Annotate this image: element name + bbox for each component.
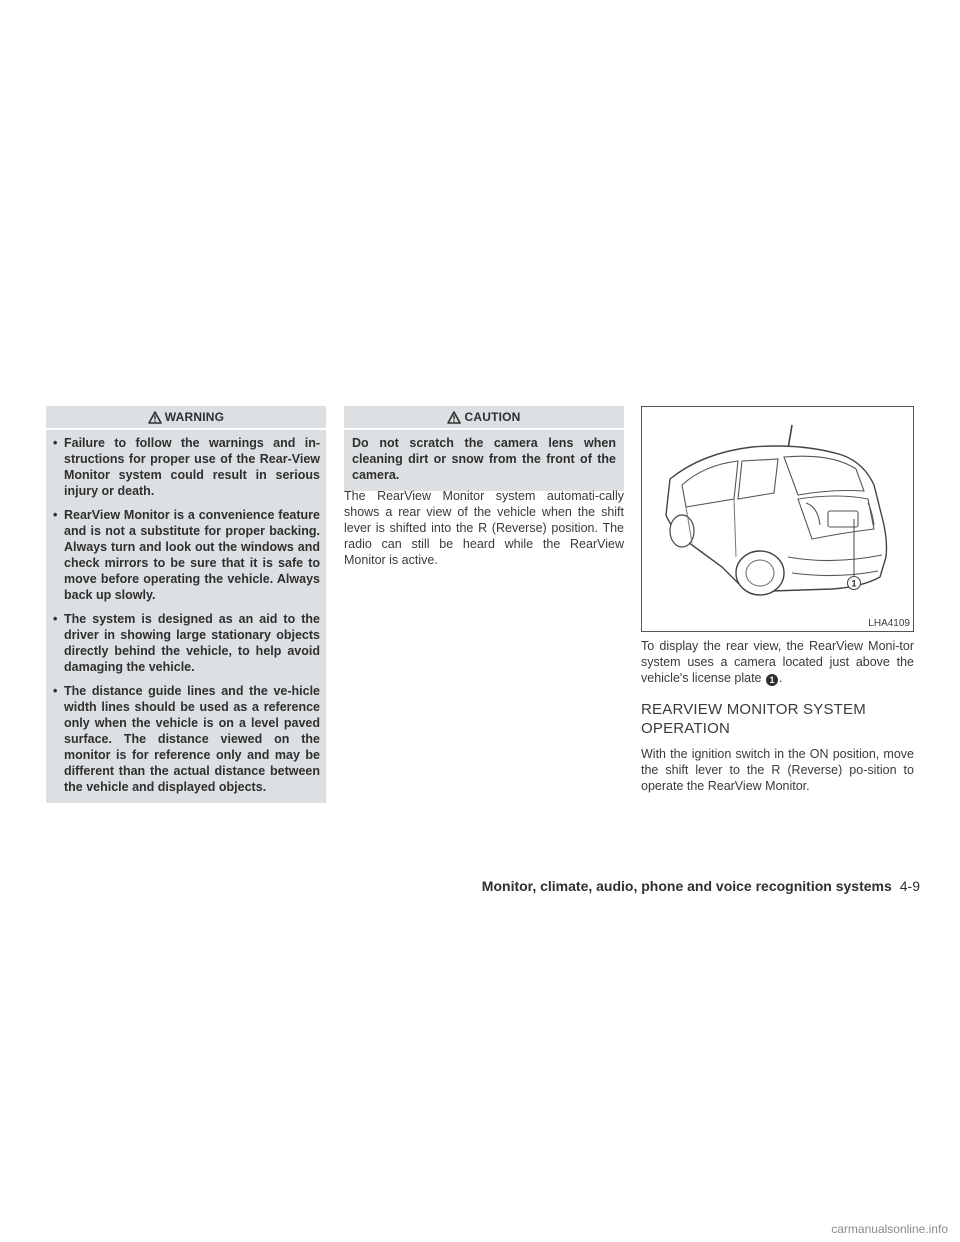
list-item: • The distance guide lines and the ve-hicle width lines should be used as a reference only when the vehicle is on a level paved surface. The distance viewed on the monitor is for reference only and may be different than the actual distance between the vehicle and displayed objects. — [52, 683, 320, 795]
figure-code: LHA4109 — [868, 618, 910, 629]
body-text-end: . — [779, 671, 783, 685]
body-text: To display the rear view, the RearView Moni-tor system uses a camera located just above the vehicle's license plate — [641, 639, 914, 685]
body-paragraph: The RearView Monitor system automati-cally shows a rear view of the vehicle when the shift lever is shifted into the R (Reverse) position. The radio can still be heard while the RearView Monitor is active. — [344, 489, 624, 567]
caution-box — [344, 406, 624, 491]
inline-callout: 1 — [766, 674, 778, 686]
warning-header — [46, 406, 326, 430]
list-item: • RearView Monitor is a convenience feature and is not a substitute for proper backing. Always turn and look out the windows and check mirrors to be sure that it is safe to move before operating the vehicle. Always back up slowly. — [52, 507, 320, 603]
section-heading — [641, 700, 914, 738]
page-footer — [482, 878, 920, 894]
chapter-title: Monitor, climate, audio, phone and voice recognition systems — [481, 878, 892, 894]
figure-callout: 1 — [851, 578, 857, 589]
body-paragraph — [641, 638, 914, 686]
warning-title: WARNING — [164, 410, 225, 424]
warning-icon — [447, 411, 461, 424]
vehicle-rear-illustration — [642, 407, 913, 631]
caution-title: CAUTION — [464, 410, 521, 424]
watermark: carmanualsonline.info — [831, 1222, 948, 1236]
warning-list — [46, 430, 326, 803]
section-heading-line2: OPERATION — [641, 720, 731, 737]
section-heading-line1: REARVIEW MONITOR SYSTEM — [641, 701, 866, 718]
warning-box — [46, 406, 326, 803]
page-number: 4-9 — [899, 878, 920, 894]
caution-text: Do not scratch the camera lens when cleaning dirt or snow from the front of the camera. — [352, 436, 616, 482]
vehicle-rear-figure — [641, 406, 914, 632]
warning-icon — [148, 411, 162, 424]
section-paragraph: With the ignition switch in the ON position, move the shift lever to the R (Reverse) po-sition to operate the RearView Monitor. — [641, 747, 914, 793]
list-item: • The system is designed as an aid to the driver in showing large stationary objects directly behind the vehicle, to help avoid damaging the vehicle. — [52, 611, 320, 675]
list-item: • Failure to follow the warnings and in-structions for proper use of the Rear-View Monitor system could result in serious injury or death. — [52, 435, 320, 499]
caution-header — [344, 406, 624, 430]
